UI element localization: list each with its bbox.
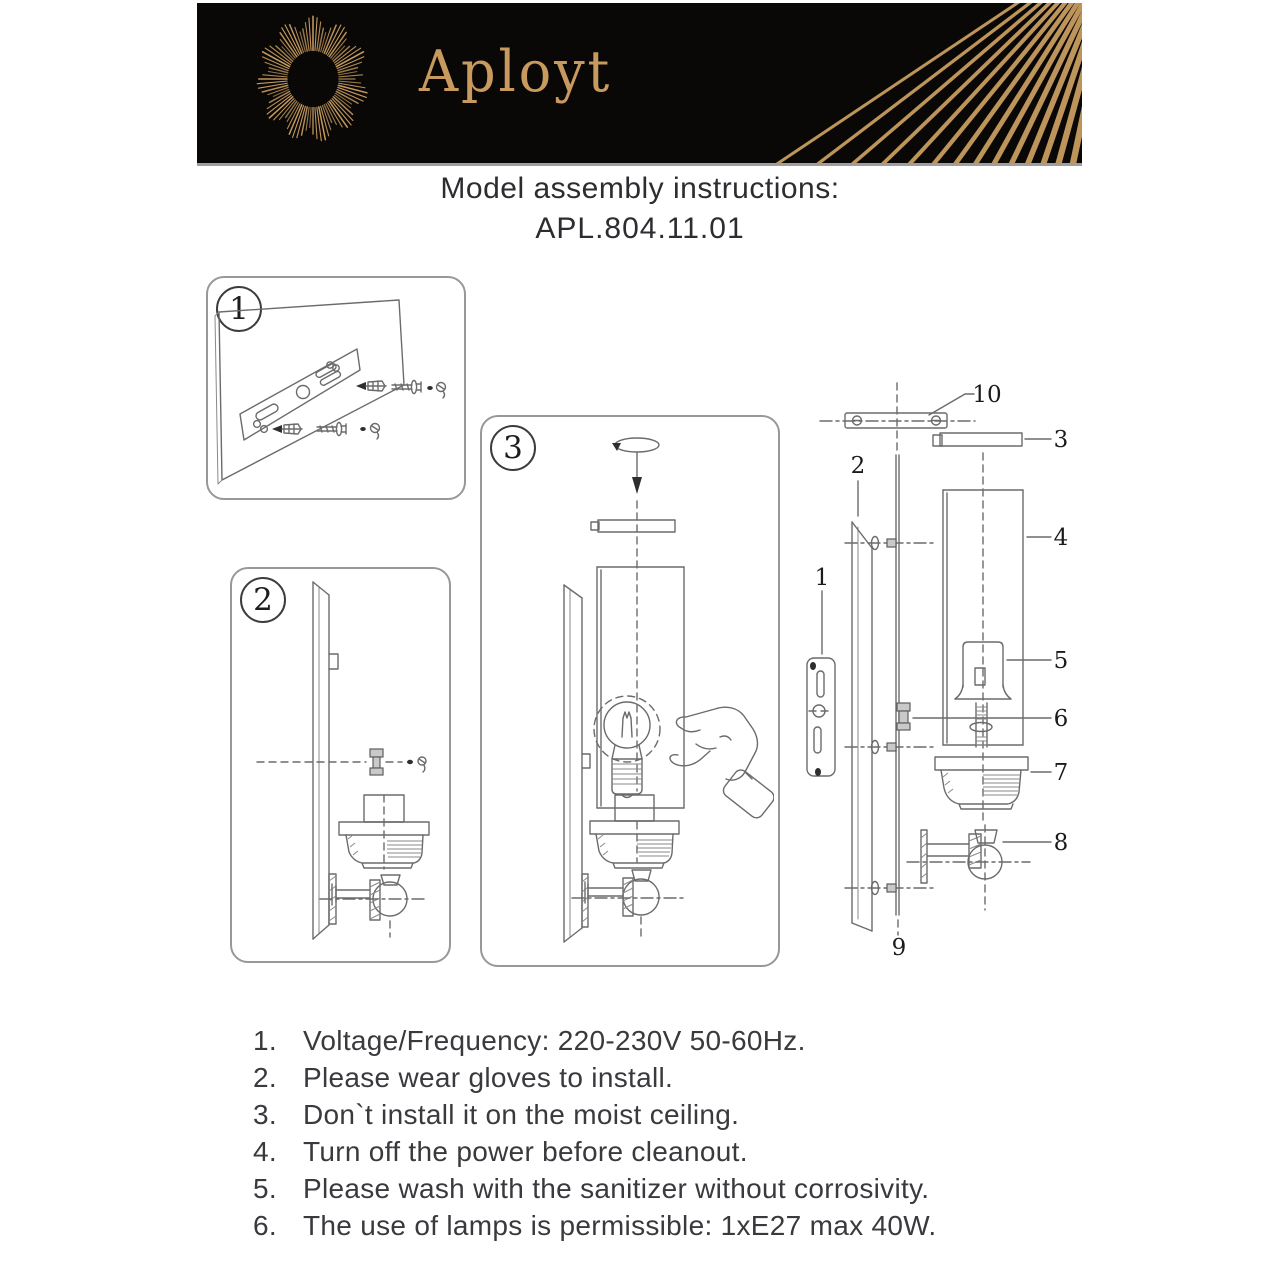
corner-rays-icon bbox=[657, 3, 1082, 163]
brand-banner bbox=[197, 3, 1082, 166]
list-item bbox=[253, 1170, 1083, 1207]
hand-illustration bbox=[670, 707, 774, 820]
callout-10: 10 bbox=[972, 382, 1002, 408]
banner-decor bbox=[197, 3, 1082, 163]
exploded-diagram-svg bbox=[795, 375, 1100, 975]
callout-8: 8 bbox=[1053, 830, 1069, 856]
glass-shade bbox=[597, 567, 684, 808]
item-number: 5. bbox=[253, 1173, 277, 1204]
wall-anchor-screw-lower bbox=[272, 423, 380, 440]
top-cap bbox=[591, 520, 675, 532]
assembly-step-3-panel bbox=[480, 415, 780, 967]
item-text: The use of lamps is permissible: 1xE27 max 40W. bbox=[303, 1210, 937, 1241]
item-text: Turn off the power before cleanout. bbox=[303, 1136, 748, 1167]
step-3-diagram bbox=[482, 417, 774, 961]
callout-6: 6 bbox=[1053, 706, 1069, 732]
step-3-number: 3 bbox=[490, 425, 536, 471]
title-line: Model assembly instructions: bbox=[440, 172, 840, 205]
list-item bbox=[253, 1059, 1083, 1096]
rotate-arrow-icon bbox=[612, 438, 659, 791]
part-nut bbox=[897, 703, 1051, 730]
step-2-diagram bbox=[232, 569, 445, 957]
instruction-list bbox=[253, 1022, 1083, 1244]
callout-5: 5 bbox=[1053, 648, 1069, 674]
item-text: Please wear gloves to install. bbox=[303, 1062, 674, 1093]
step-1-diagram bbox=[208, 278, 460, 494]
item-text: Don`t install it on the moist ceiling. bbox=[303, 1099, 740, 1130]
model-code: APL.804.11.01 bbox=[535, 212, 745, 245]
part-cup bbox=[935, 757, 1051, 809]
document-title bbox=[0, 172, 1280, 246]
item-number: 1. bbox=[253, 1025, 277, 1056]
part-socket bbox=[955, 642, 1051, 747]
assembly-step-1-panel bbox=[206, 276, 466, 500]
item-number: 6. bbox=[253, 1210, 277, 1241]
callout-7: 7 bbox=[1053, 760, 1069, 786]
item-number: 3. bbox=[253, 1099, 277, 1130]
callout-4: 4 bbox=[1053, 525, 1069, 551]
callout-2: 2 bbox=[850, 453, 866, 479]
part-back-plate bbox=[852, 481, 872, 931]
list-item bbox=[253, 1207, 1083, 1244]
back-plate-side bbox=[313, 582, 338, 939]
part-bracket-arm bbox=[907, 825, 1051, 910]
step-2-number: 2 bbox=[240, 577, 286, 623]
fixing-nut-screw bbox=[257, 749, 426, 775]
callout-9: 9 bbox=[891, 935, 907, 961]
assembly-step-2-panel bbox=[230, 567, 451, 963]
lamp-body-side bbox=[572, 795, 687, 939]
list-item bbox=[253, 1133, 1083, 1170]
list-item bbox=[253, 1022, 1083, 1059]
item-text: Voltage/Frequency: 220-230V 50-60Hz. bbox=[303, 1025, 806, 1056]
callout-1: 1 bbox=[814, 565, 830, 591]
part-top-cap bbox=[933, 433, 1051, 446]
part-glass-shade bbox=[943, 490, 1051, 745]
wall-anchor-screw-upper bbox=[356, 381, 446, 399]
item-number: 4. bbox=[253, 1136, 277, 1167]
callout-3: 3 bbox=[1053, 427, 1069, 453]
back-plate-side bbox=[564, 585, 590, 942]
part-wall-bracket bbox=[807, 591, 835, 776]
list-item bbox=[253, 1096, 1083, 1133]
exploded-parts-diagram bbox=[795, 375, 1100, 975]
brand-wordmark: Aployt bbox=[419, 39, 613, 105]
light-bulb bbox=[594, 696, 660, 798]
step-1-number: 1 bbox=[216, 286, 262, 332]
item-number: 2. bbox=[253, 1062, 277, 1093]
starburst-logo-icon bbox=[257, 16, 367, 140]
item-text: Please wash with the sanitizer without corrosivity. bbox=[303, 1173, 930, 1204]
